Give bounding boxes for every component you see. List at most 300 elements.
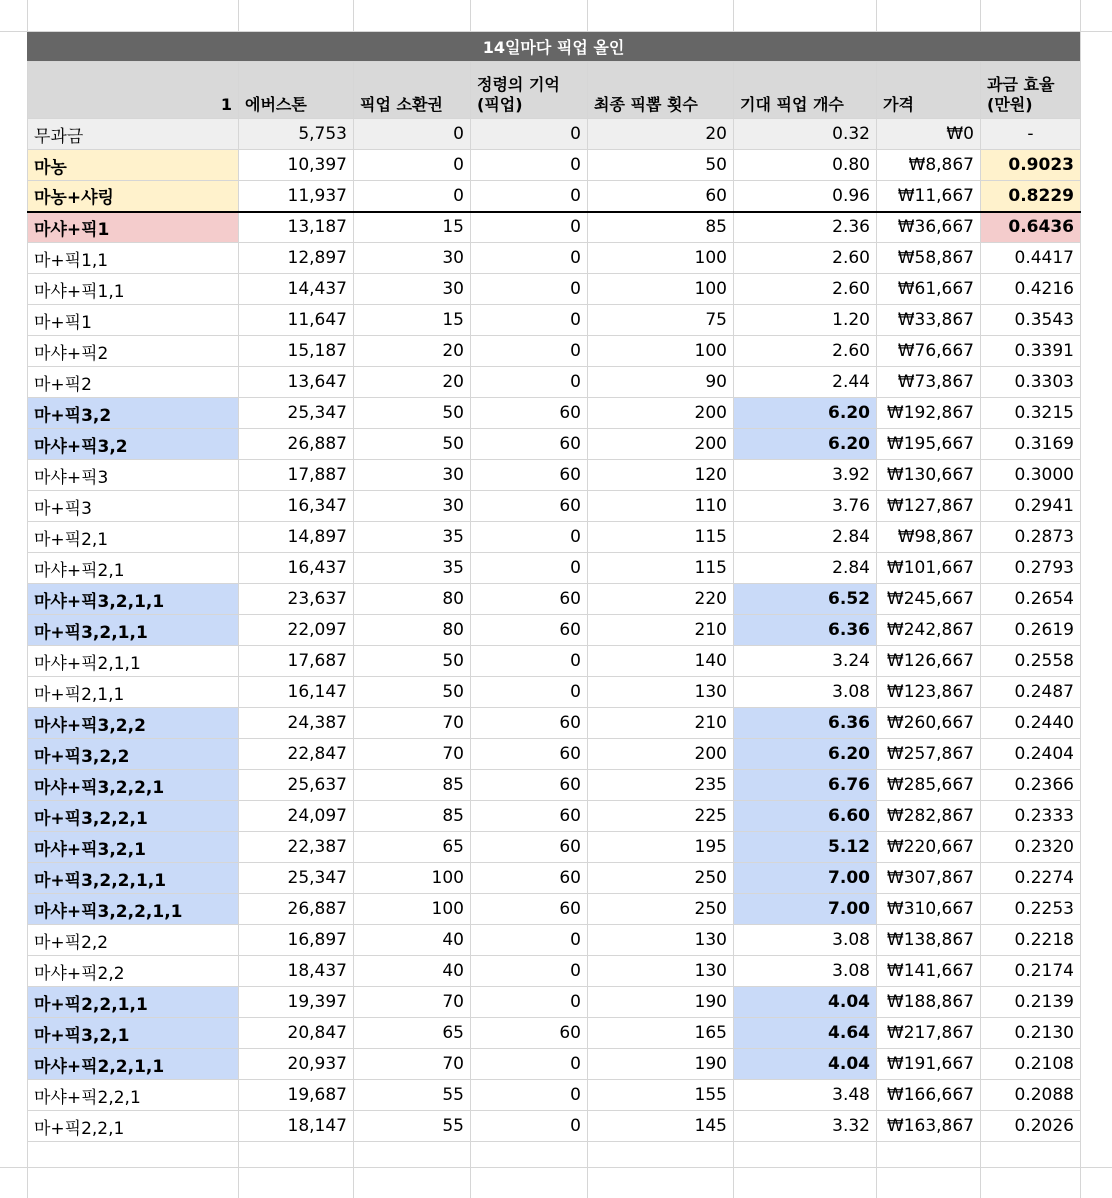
cell-efficiency[interactable]: 0.2404 bbox=[981, 739, 1081, 770]
cell-final-pulls[interactable]: 130 bbox=[588, 925, 734, 956]
cell-efficiency[interactable]: 0.2088 bbox=[981, 1080, 1081, 1111]
cell-spirit-memory[interactable]: 0 bbox=[471, 1080, 588, 1111]
cell-pickup-ticket[interactable]: 70 bbox=[354, 739, 471, 770]
cell-final-pulls[interactable]: 235 bbox=[588, 770, 734, 801]
cell-plan-name[interactable]: 마샤+픽2,2 bbox=[28, 956, 239, 987]
cell-efficiency[interactable]: 0.2654 bbox=[981, 584, 1081, 615]
table-row bbox=[28, 1049, 1081, 1080]
cell-price[interactable]: ₩220,667 bbox=[877, 832, 981, 863]
cell-spirit-memory[interactable]: 0 bbox=[471, 305, 588, 336]
cell-everstone[interactable]: 22,097 bbox=[239, 615, 354, 646]
cell-spirit-memory[interactable]: 60 bbox=[471, 1018, 588, 1049]
cell-everstone[interactable]: 14,897 bbox=[239, 522, 354, 553]
cell-plan-name[interactable]: 마+픽3 bbox=[28, 491, 239, 522]
cell-expected-pickups[interactable]: 6.20 bbox=[734, 429, 877, 460]
cell-price[interactable]: ₩245,667 bbox=[877, 584, 981, 615]
table-row bbox=[28, 894, 1081, 925]
cell-final-pulls[interactable]: 190 bbox=[588, 987, 734, 1018]
cell-final-pulls[interactable]: 200 bbox=[588, 398, 734, 429]
cell-price[interactable]: ₩130,667 bbox=[877, 460, 981, 491]
cell-expected-pickups[interactable]: 3.92 bbox=[734, 460, 877, 491]
cell-everstone[interactable]: 22,387 bbox=[239, 832, 354, 863]
cell-pickup-ticket[interactable]: 0 bbox=[354, 181, 471, 212]
cell-efficiency[interactable]: - bbox=[981, 119, 1081, 150]
cell-plan-name[interactable]: 마+픽2,1 bbox=[28, 522, 239, 553]
cell-efficiency[interactable]: 0.3543 bbox=[981, 305, 1081, 336]
cell-efficiency[interactable]: 0.3303 bbox=[981, 367, 1081, 398]
cell-efficiency[interactable]: 0.2139 bbox=[981, 987, 1081, 1018]
cell-efficiency[interactable]: 0.4417 bbox=[981, 243, 1081, 274]
cell-pickup-ticket[interactable]: 35 bbox=[354, 553, 471, 584]
cell-final-pulls[interactable]: 60 bbox=[588, 181, 734, 212]
cell-price[interactable]: ₩0 bbox=[877, 119, 981, 150]
cell-final-pulls[interactable]: 100 bbox=[588, 243, 734, 274]
cell-spirit-memory[interactable]: 0 bbox=[471, 522, 588, 553]
cell-efficiency[interactable]: 0.9023 bbox=[981, 150, 1081, 181]
cell-expected-pickups[interactable]: 3.48 bbox=[734, 1080, 877, 1111]
cell-expected-pickups[interactable]: 3.24 bbox=[734, 646, 877, 677]
cell-everstone[interactable]: 15,187 bbox=[239, 336, 354, 367]
cell-expected-pickups[interactable]: 6.36 bbox=[734, 708, 877, 739]
header-cell-pickup-ticket[interactable]: 픽업 소환권 bbox=[354, 62, 471, 119]
cell-everstone[interactable]: 13,187 bbox=[239, 212, 354, 243]
cell-expected-pickups[interactable]: 2.84 bbox=[734, 522, 877, 553]
cell-pickup-ticket[interactable]: 15 bbox=[354, 305, 471, 336]
cell-pickup-ticket[interactable]: 50 bbox=[354, 429, 471, 460]
cell-efficiency[interactable]: 0.2558 bbox=[981, 646, 1081, 677]
cell-final-pulls[interactable]: 85 bbox=[588, 212, 734, 243]
cell-everstone[interactable]: 13,647 bbox=[239, 367, 354, 398]
cell-plan-name[interactable]: 마샤+픽3,2,1,1 bbox=[28, 584, 239, 615]
cell-efficiency[interactable]: 0.3391 bbox=[981, 336, 1081, 367]
cell-everstone[interactable]: 20,847 bbox=[239, 1018, 354, 1049]
cell-pickup-ticket[interactable]: 55 bbox=[354, 1080, 471, 1111]
cell-pickup-ticket[interactable]: 65 bbox=[354, 832, 471, 863]
cell-price[interactable]: ₩11,667 bbox=[877, 181, 981, 212]
cell-price[interactable]: ₩36,667 bbox=[877, 212, 981, 243]
cell-pickup-ticket[interactable]: 55 bbox=[354, 1111, 471, 1142]
cell-price[interactable]: ₩101,667 bbox=[877, 553, 981, 584]
table-row bbox=[28, 150, 1081, 181]
cell-spirit-memory[interactable]: 0 bbox=[471, 646, 588, 677]
cell-efficiency[interactable]: 0.2026 bbox=[981, 1111, 1081, 1142]
cell-price[interactable]: ₩123,867 bbox=[877, 677, 981, 708]
cell-plan-name[interactable]: 마샤+픽3,2,2 bbox=[28, 708, 239, 739]
cell-everstone[interactable]: 11,647 bbox=[239, 305, 354, 336]
cell-final-pulls[interactable]: 225 bbox=[588, 801, 734, 832]
cell-expected-pickups[interactable]: 3.08 bbox=[734, 925, 877, 956]
table-row bbox=[28, 956, 1081, 987]
header-cell-spirit-memory[interactable] bbox=[471, 62, 588, 119]
table-row bbox=[28, 1018, 1081, 1049]
cell-plan-name[interactable]: 마+픽3,2,2,1 bbox=[28, 801, 239, 832]
cell-everstone[interactable]: 16,347 bbox=[239, 491, 354, 522]
cell-plan-name[interactable]: 마샤+픽1 bbox=[28, 212, 239, 243]
cell-everstone[interactable]: 19,397 bbox=[239, 987, 354, 1018]
cell-everstone[interactable]: 18,147 bbox=[239, 1111, 354, 1142]
cell-plan-name[interactable]: 마샤+픽3,2,2,1,1 bbox=[28, 894, 239, 925]
cell-final-pulls[interactable]: 195 bbox=[588, 832, 734, 863]
cell-efficiency[interactable]: 0.8229 bbox=[981, 181, 1081, 212]
cell-plan-name[interactable]: 마샤+픽3,2 bbox=[28, 429, 239, 460]
cell-pickup-ticket[interactable]: 70 bbox=[354, 708, 471, 739]
cell-expected-pickups[interactable]: 2.60 bbox=[734, 274, 877, 305]
cell-expected-pickups[interactable]: 1.20 bbox=[734, 305, 877, 336]
cell-price[interactable]: ₩307,867 bbox=[877, 863, 981, 894]
cell-everstone[interactable]: 25,347 bbox=[239, 398, 354, 429]
cell-pickup-ticket[interactable]: 100 bbox=[354, 863, 471, 894]
table-row bbox=[28, 243, 1081, 274]
cell-plan-name[interactable]: 마샤+픽1,1 bbox=[28, 274, 239, 305]
cell-final-pulls[interactable]: 200 bbox=[588, 739, 734, 770]
cell-plan-name[interactable]: 마샤+픽2,2,1 bbox=[28, 1080, 239, 1111]
cell-plan-name[interactable]: 마+픽3,2,2 bbox=[28, 739, 239, 770]
cell-pickup-ticket[interactable]: 20 bbox=[354, 336, 471, 367]
cell-spirit-memory[interactable]: 0 bbox=[471, 212, 588, 243]
cell-plan-name[interactable]: 마+픽1 bbox=[28, 305, 239, 336]
cell-spirit-memory[interactable]: 60 bbox=[471, 615, 588, 646]
cell-everstone[interactable]: 16,897 bbox=[239, 925, 354, 956]
cell-expected-pickups[interactable]: 4.04 bbox=[734, 987, 877, 1018]
cell-pickup-ticket[interactable]: 35 bbox=[354, 522, 471, 553]
cell-efficiency[interactable]: 0.2619 bbox=[981, 615, 1081, 646]
cell-everstone[interactable]: 22,847 bbox=[239, 739, 354, 770]
cell-pickup-ticket[interactable]: 40 bbox=[354, 956, 471, 987]
cell-price[interactable]: ₩61,667 bbox=[877, 274, 981, 305]
cell-plan-name[interactable]: 마+픽2,1,1 bbox=[28, 677, 239, 708]
cell-everstone[interactable]: 11,937 bbox=[239, 181, 354, 212]
header-cell-expected-pickups[interactable]: 기대 픽업 개수 bbox=[734, 62, 877, 119]
table-row bbox=[28, 739, 1081, 770]
cell-efficiency[interactable]: 0.2440 bbox=[981, 708, 1081, 739]
cell-final-pulls[interactable]: 130 bbox=[588, 677, 734, 708]
cell-pickup-ticket[interactable]: 85 bbox=[354, 801, 471, 832]
cell-efficiency[interactable]: 0.3000 bbox=[981, 460, 1081, 491]
cell-plan-name[interactable]: 마+픽3,2,1 bbox=[28, 1018, 239, 1049]
cell-everstone[interactable]: 25,637 bbox=[239, 770, 354, 801]
cell-final-pulls[interactable]: 75 bbox=[588, 305, 734, 336]
cell-expected-pickups[interactable]: 5.12 bbox=[734, 832, 877, 863]
cell-pickup-ticket[interactable]: 30 bbox=[354, 491, 471, 522]
cell-spirit-memory[interactable]: 0 bbox=[471, 367, 588, 398]
table-row bbox=[28, 491, 1081, 522]
cell-price[interactable]: ₩260,667 bbox=[877, 708, 981, 739]
cell-efficiency[interactable]: 0.2487 bbox=[981, 677, 1081, 708]
cell-expected-pickups[interactable]: 0.80 bbox=[734, 150, 877, 181]
cell-expected-pickups[interactable]: 2.60 bbox=[734, 243, 877, 274]
cell-spirit-memory[interactable]: 60 bbox=[471, 801, 588, 832]
table-row bbox=[28, 832, 1081, 863]
cell-price[interactable]: ₩166,667 bbox=[877, 1080, 981, 1111]
cell-plan-name[interactable]: 마샤+픽3,2,2,1 bbox=[28, 770, 239, 801]
cell-efficiency[interactable]: 0.2333 bbox=[981, 801, 1081, 832]
cell-spirit-memory[interactable]: 0 bbox=[471, 274, 588, 305]
cell-spirit-memory[interactable]: 60 bbox=[471, 429, 588, 460]
cell-price[interactable]: ₩192,867 bbox=[877, 398, 981, 429]
cell-price[interactable]: ₩285,667 bbox=[877, 770, 981, 801]
cell-plan-name[interactable]: 마농+샤링 bbox=[28, 181, 239, 212]
cell-spirit-memory[interactable]: 60 bbox=[471, 832, 588, 863]
cell-pickup-ticket[interactable]: 80 bbox=[354, 584, 471, 615]
cell-expected-pickups[interactable]: 2.44 bbox=[734, 367, 877, 398]
cell-expected-pickups[interactable]: 2.60 bbox=[734, 336, 877, 367]
table-row bbox=[28, 1111, 1081, 1142]
cell-expected-pickups[interactable]: 2.84 bbox=[734, 553, 877, 584]
header-text: 과금 효율 bbox=[987, 75, 1055, 94]
cell-price[interactable]: ₩242,867 bbox=[877, 615, 981, 646]
cell-everstone[interactable]: 16,147 bbox=[239, 677, 354, 708]
cell-expected-pickups[interactable]: 3.76 bbox=[734, 491, 877, 522]
cell-final-pulls[interactable]: 120 bbox=[588, 460, 734, 491]
header-cell-everstone[interactable]: 에버스톤 bbox=[239, 62, 354, 119]
cell-pickup-ticket[interactable]: 50 bbox=[354, 677, 471, 708]
cell-price[interactable]: ₩73,867 bbox=[877, 367, 981, 398]
header-cell-efficiency[interactable] bbox=[981, 62, 1081, 119]
cell-everstone[interactable]: 12,897 bbox=[239, 243, 354, 274]
cell-spirit-memory[interactable]: 0 bbox=[471, 987, 588, 1018]
cell-final-pulls[interactable]: 220 bbox=[588, 584, 734, 615]
cell-price[interactable]: ₩195,667 bbox=[877, 429, 981, 460]
cell-plan-name[interactable]: 마+픽3,2,1,1 bbox=[28, 615, 239, 646]
cell-final-pulls[interactable]: 210 bbox=[588, 615, 734, 646]
cell-spirit-memory[interactable]: 60 bbox=[471, 491, 588, 522]
cell-final-pulls[interactable]: 115 bbox=[588, 553, 734, 584]
cell-price[interactable]: ₩58,867 bbox=[877, 243, 981, 274]
cell-final-pulls[interactable]: 165 bbox=[588, 1018, 734, 1049]
cell-plan-name[interactable]: 마샤+픽3 bbox=[28, 460, 239, 491]
cell-spirit-memory[interactable]: 60 bbox=[471, 708, 588, 739]
cell-plan-name[interactable]: 마농 bbox=[28, 150, 239, 181]
cell-everstone[interactable]: 24,097 bbox=[239, 801, 354, 832]
cell-spirit-memory[interactable]: 0 bbox=[471, 677, 588, 708]
gridline bbox=[0, 1167, 1112, 1168]
cell-final-pulls[interactable]: 130 bbox=[588, 956, 734, 987]
cell-final-pulls[interactable]: 50 bbox=[588, 150, 734, 181]
table-row bbox=[28, 801, 1081, 832]
cell-price[interactable]: ₩188,867 bbox=[877, 987, 981, 1018]
cell-pickup-ticket[interactable]: 20 bbox=[354, 367, 471, 398]
cell-plan-name[interactable]: 마+픽3,2 bbox=[28, 398, 239, 429]
cell-spirit-memory[interactable]: 0 bbox=[471, 1111, 588, 1142]
cell-pickup-ticket[interactable]: 30 bbox=[354, 243, 471, 274]
cell-price[interactable]: ₩138,867 bbox=[877, 925, 981, 956]
cell-price[interactable]: ₩33,867 bbox=[877, 305, 981, 336]
cell-pickup-ticket[interactable]: 50 bbox=[354, 398, 471, 429]
cell-price[interactable]: ₩98,867 bbox=[877, 522, 981, 553]
table-row bbox=[28, 584, 1081, 615]
cell-spirit-memory[interactable]: 0 bbox=[471, 956, 588, 987]
cell-pickup-ticket[interactable]: 0 bbox=[354, 119, 471, 150]
header-cell-index[interactable]: 1 bbox=[28, 62, 239, 119]
header-cell-price[interactable]: 가격 bbox=[877, 62, 981, 119]
cell-efficiency[interactable]: 0.2873 bbox=[981, 522, 1081, 553]
cell-expected-pickups[interactable]: 2.36 bbox=[734, 212, 877, 243]
cell-final-pulls[interactable]: 90 bbox=[588, 367, 734, 398]
cell-pickup-ticket[interactable]: 65 bbox=[354, 1018, 471, 1049]
cell-expected-pickups[interactable]: 6.52 bbox=[734, 584, 877, 615]
table-row bbox=[28, 863, 1081, 894]
header-cell-final-pulls[interactable]: 최종 픽뽑 횟수 bbox=[588, 62, 734, 119]
cell-pickup-ticket[interactable]: 30 bbox=[354, 460, 471, 491]
cell-efficiency[interactable]: 0.2941 bbox=[981, 491, 1081, 522]
cell-pickup-ticket[interactable]: 85 bbox=[354, 770, 471, 801]
cell-efficiency[interactable]: 0.3215 bbox=[981, 398, 1081, 429]
cell-pickup-ticket[interactable]: 80 bbox=[354, 615, 471, 646]
cell-pickup-ticket[interactable]: 40 bbox=[354, 925, 471, 956]
table-title[interactable]: 14일마다 픽업 올인 bbox=[27, 32, 1080, 61]
cell-spirit-memory[interactable]: 0 bbox=[471, 925, 588, 956]
cell-spirit-memory[interactable]: 0 bbox=[471, 243, 588, 274]
cell-spirit-memory[interactable]: 60 bbox=[471, 584, 588, 615]
cell-efficiency[interactable]: 0.2130 bbox=[981, 1018, 1081, 1049]
cell-expected-pickups[interactable]: 3.08 bbox=[734, 677, 877, 708]
table-row bbox=[28, 367, 1081, 398]
cell-efficiency[interactable]: 0.2320 bbox=[981, 832, 1081, 863]
cell-price[interactable]: ₩282,867 bbox=[877, 801, 981, 832]
cell-spirit-memory[interactable]: 0 bbox=[471, 553, 588, 584]
cell-final-pulls[interactable]: 250 bbox=[588, 894, 734, 925]
cell-final-pulls[interactable]: 155 bbox=[588, 1080, 734, 1111]
cell-everstone[interactable]: 5,753 bbox=[239, 119, 354, 150]
cell-plan-name[interactable]: 마+픽2,2,1 bbox=[28, 1111, 239, 1142]
cell-price[interactable]: ₩163,867 bbox=[877, 1111, 981, 1142]
table-row bbox=[28, 646, 1081, 677]
cell-expected-pickups[interactable]: 0.96 bbox=[734, 181, 877, 212]
table-row bbox=[28, 212, 1081, 243]
cell-spirit-memory[interactable]: 60 bbox=[471, 460, 588, 491]
cell-pickup-ticket[interactable]: 0 bbox=[354, 150, 471, 181]
cell-everstone[interactable]: 17,687 bbox=[239, 646, 354, 677]
cell-spirit-memory[interactable]: 60 bbox=[471, 739, 588, 770]
cell-everstone[interactable]: 20,937 bbox=[239, 1049, 354, 1080]
cell-final-pulls[interactable]: 20 bbox=[588, 119, 734, 150]
cell-everstone[interactable]: 18,437 bbox=[239, 956, 354, 987]
cell-efficiency[interactable]: 0.6436 bbox=[981, 212, 1081, 243]
cell-price[interactable]: ₩191,667 bbox=[877, 1049, 981, 1080]
cell-pickup-ticket[interactable]: 15 bbox=[354, 212, 471, 243]
cell-efficiency[interactable]: 0.2793 bbox=[981, 553, 1081, 584]
cell-price[interactable]: ₩76,667 bbox=[877, 336, 981, 367]
cell-plan-name[interactable]: 마+픽2 bbox=[28, 367, 239, 398]
cell-everstone[interactable]: 26,887 bbox=[239, 429, 354, 460]
cell-final-pulls[interactable]: 140 bbox=[588, 646, 734, 677]
cell-everstone[interactable]: 19,687 bbox=[239, 1080, 354, 1111]
cell-price[interactable]: ₩126,667 bbox=[877, 646, 981, 677]
cell-plan-name[interactable]: 마샤+픽2,1 bbox=[28, 553, 239, 584]
cell-price[interactable]: ₩310,667 bbox=[877, 894, 981, 925]
cell-plan-name[interactable]: 마샤+픽2,1,1 bbox=[28, 646, 239, 677]
cell-efficiency[interactable]: 0.2108 bbox=[981, 1049, 1081, 1080]
cell-efficiency[interactable]: 0.2366 bbox=[981, 770, 1081, 801]
cell-spirit-memory[interactable]: 60 bbox=[471, 770, 588, 801]
cell-efficiency[interactable]: 0.3169 bbox=[981, 429, 1081, 460]
cell-final-pulls[interactable]: 145 bbox=[588, 1111, 734, 1142]
cell-everstone[interactable]: 16,437 bbox=[239, 553, 354, 584]
cell-efficiency[interactable]: 0.2174 bbox=[981, 956, 1081, 987]
cell-expected-pickups[interactable]: 7.00 bbox=[734, 894, 877, 925]
cell-spirit-memory[interactable]: 0 bbox=[471, 119, 588, 150]
cell-price[interactable]: ₩141,667 bbox=[877, 956, 981, 987]
cell-spirit-memory[interactable]: 0 bbox=[471, 181, 588, 212]
cell-everstone[interactable]: 14,437 bbox=[239, 274, 354, 305]
cell-plan-name[interactable]: 마샤+픽3,2,1 bbox=[28, 832, 239, 863]
cell-efficiency[interactable]: 0.2218 bbox=[981, 925, 1081, 956]
cell-expected-pickups[interactable]: 4.64 bbox=[734, 1018, 877, 1049]
table-row bbox=[28, 119, 1081, 150]
cell-efficiency[interactable]: 0.2253 bbox=[981, 894, 1081, 925]
cell-expected-pickups[interactable]: 6.20 bbox=[734, 739, 877, 770]
cell-price[interactable]: ₩217,867 bbox=[877, 1018, 981, 1049]
table-row bbox=[28, 398, 1081, 429]
cell-expected-pickups[interactable]: 6.60 bbox=[734, 801, 877, 832]
table-row bbox=[28, 1080, 1081, 1111]
cell-final-pulls[interactable]: 110 bbox=[588, 491, 734, 522]
cell-spirit-memory[interactable]: 0 bbox=[471, 1049, 588, 1080]
cell-expected-pickups[interactable]: 6.76 bbox=[734, 770, 877, 801]
cell-expected-pickups[interactable]: 7.00 bbox=[734, 863, 877, 894]
cell-plan-name[interactable]: 무과금 bbox=[28, 119, 239, 150]
cell-final-pulls[interactable]: 115 bbox=[588, 522, 734, 553]
cell-expected-pickups[interactable]: 0.32 bbox=[734, 119, 877, 150]
cell-plan-name[interactable]: 마+픽3,2,2,1,1 bbox=[28, 863, 239, 894]
cell-final-pulls[interactable]: 100 bbox=[588, 336, 734, 367]
cell-final-pulls[interactable]: 210 bbox=[588, 708, 734, 739]
cell-final-pulls[interactable]: 190 bbox=[588, 1049, 734, 1080]
cell-plan-name[interactable]: 마+픽2,2 bbox=[28, 925, 239, 956]
cell-expected-pickups[interactable]: 3.32 bbox=[734, 1111, 877, 1142]
cell-expected-pickups[interactable]: 6.36 bbox=[734, 615, 877, 646]
cell-price[interactable]: ₩8,867 bbox=[877, 150, 981, 181]
cell-spirit-memory[interactable]: 60 bbox=[471, 894, 588, 925]
table-row bbox=[28, 553, 1081, 584]
table-row bbox=[28, 429, 1081, 460]
cell-final-pulls[interactable]: 200 bbox=[588, 429, 734, 460]
cell-final-pulls[interactable]: 250 bbox=[588, 863, 734, 894]
cell-plan-name[interactable]: 마+픽1,1 bbox=[28, 243, 239, 274]
cell-pickup-ticket[interactable]: 70 bbox=[354, 1049, 471, 1080]
table-row bbox=[28, 305, 1081, 336]
cell-everstone[interactable]: 26,887 bbox=[239, 894, 354, 925]
cell-price[interactable]: ₩127,867 bbox=[877, 491, 981, 522]
cell-plan-name[interactable]: 마+픽2,2,1,1 bbox=[28, 987, 239, 1018]
cell-expected-pickups[interactable]: 3.08 bbox=[734, 956, 877, 987]
cell-plan-name[interactable]: 마샤+픽2 bbox=[28, 336, 239, 367]
cell-spirit-memory[interactable]: 0 bbox=[471, 150, 588, 181]
cell-everstone[interactable]: 23,637 bbox=[239, 584, 354, 615]
table-row bbox=[28, 708, 1081, 739]
cell-everstone[interactable]: 17,887 bbox=[239, 460, 354, 491]
cell-efficiency[interactable]: 0.4216 bbox=[981, 274, 1081, 305]
cell-everstone[interactable]: 10,397 bbox=[239, 150, 354, 181]
cell-expected-pickups[interactable]: 4.04 bbox=[734, 1049, 877, 1080]
cell-pickup-ticket[interactable]: 50 bbox=[354, 646, 471, 677]
cell-spirit-memory[interactable]: 60 bbox=[471, 398, 588, 429]
cell-pickup-ticket[interactable]: 70 bbox=[354, 987, 471, 1018]
cell-expected-pickups[interactable]: 6.20 bbox=[734, 398, 877, 429]
cell-spirit-memory[interactable]: 60 bbox=[471, 863, 588, 894]
cell-final-pulls[interactable]: 100 bbox=[588, 274, 734, 305]
cell-efficiency[interactable]: 0.2274 bbox=[981, 863, 1081, 894]
table-row bbox=[28, 336, 1081, 367]
cell-everstone[interactable]: 25,347 bbox=[239, 863, 354, 894]
cell-everstone[interactable]: 24,387 bbox=[239, 708, 354, 739]
cell-price[interactable]: ₩257,867 bbox=[877, 739, 981, 770]
cell-pickup-ticket[interactable]: 100 bbox=[354, 894, 471, 925]
table-row bbox=[28, 460, 1081, 491]
cell-plan-name[interactable]: 마샤+픽2,2,1,1 bbox=[28, 1049, 239, 1080]
cell-pickup-ticket[interactable]: 30 bbox=[354, 274, 471, 305]
cell-spirit-memory[interactable]: 0 bbox=[471, 336, 588, 367]
